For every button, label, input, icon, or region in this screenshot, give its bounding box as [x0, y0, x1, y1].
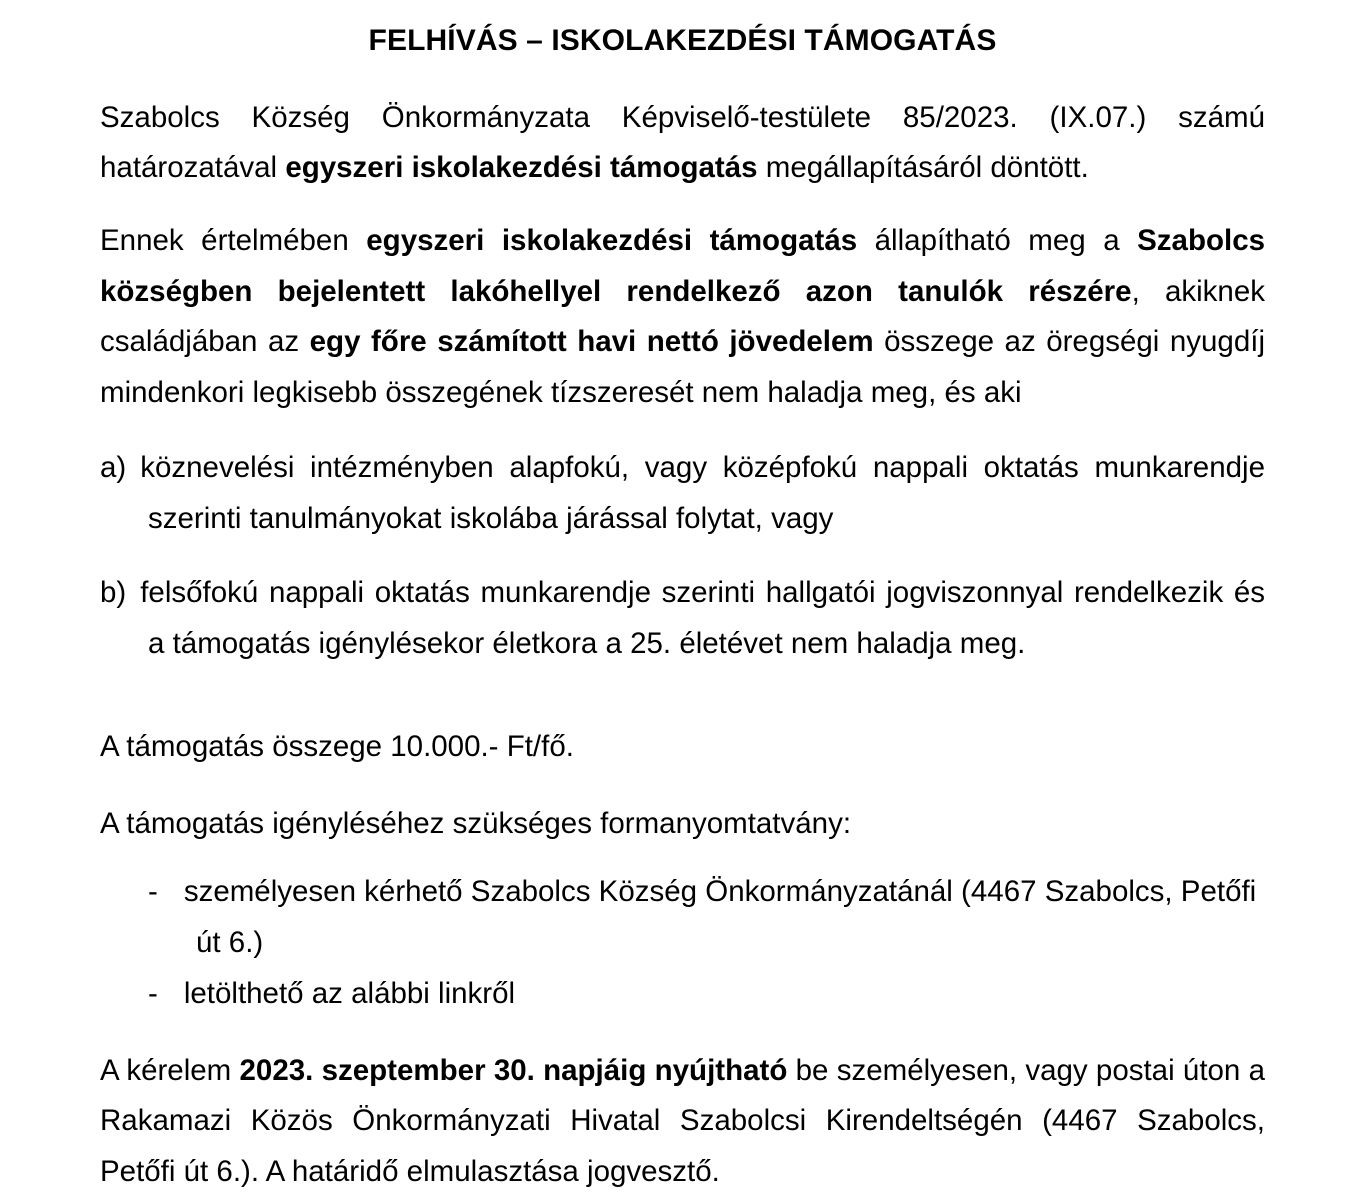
list-item-text-b: felsőfokú nappali oktatás munkarendje szerinti hallgatói jogviszonnyal rendelkezik és a támogatás igénylésekor életkora a 25. életévet nem haladja meg. [140, 576, 1265, 661]
document-body [0, 93, 1354, 1198]
dash-item-text-2: letölthető az alábbi linkről [183, 976, 516, 1010]
paragraph-eligibility-bold-1: egyszeri iskolakezdési támogatás [366, 223, 858, 257]
paragraph-decision [100, 93, 1265, 194]
spacer-before-amount [100, 670, 1265, 722]
paragraph-deadline-text-1: A kérelem [100, 1053, 240, 1087]
dash-bullet-list [100, 867, 1265, 1019]
paragraph-eligibility-bold-3: egy főre számított havi nettó jövedelem [309, 325, 874, 359]
paragraph-deadline [100, 1046, 1265, 1198]
paragraph-eligibility-text-3: , akiknek családjában az [100, 274, 1265, 359]
page-title: FELHÍVÁS – ISKOLAKEZDÉSI TÁMOGATÁS [368, 24, 997, 57]
paragraph-eligibility [100, 216, 1265, 419]
list-item [148, 969, 1265, 1020]
list-item-text-a: köznevelési intézményben alapfokú, vagy középfokú nappali oktatás munkarendje szerinti tanulmányokat iskolába járással folytat, vagy [140, 450, 1265, 535]
paragraph-deadline-text-2: be személyesen, vagy postai úton a Rakamazi Közös Önkormányzati Hivatal Szabolcsi Kirendeltségén (4467 Szabolcs, Petőfi út 6.). A határidő elmulasztása jogvesztő. [100, 1053, 1265, 1188]
paragraph-eligibility-text-1: Ennek értelmében [100, 223, 367, 257]
paragraph-amount: A támogatás összege 10.000.- Ft/fő. [100, 729, 574, 763]
paragraph-deadline-bold-1: 2023. szeptember 30. napjáig nyújtható [239, 1053, 788, 1087]
spacer-paragraph-1 [100, 194, 1265, 216]
paragraph-decision-text-1: Szabolcs Község Önkormányzata Képviselő-testülete 85/2023. (IX.07.) számú határozatával [100, 100, 1265, 185]
list-item [100, 568, 1265, 669]
paragraph-eligibility-bold-2: Szabolcs községben bejelentett lakóhellyel rendelkező azon tanulók részére [100, 223, 1266, 308]
list-item-marker-a: a) [100, 450, 127, 484]
paragraph-decision-bold-1: egyszeri iskolakezdési támogatás [285, 151, 758, 185]
spacer-after-title [0, 60, 1354, 93]
paragraph-eligibility-text-4: összege az öregségi nyugdíj mindenkori legkisebb összegének tízszeresét nem haladja meg, és aki [100, 325, 1265, 410]
paragraph-decision-text-2: megállapításáról döntött. [757, 151, 1089, 185]
spacer-before-form [100, 773, 1265, 799]
list-item [100, 443, 1265, 544]
dash-marker: - [148, 976, 158, 1010]
dash-marker: - [148, 875, 158, 909]
spacer-between-list-items [100, 544, 1265, 568]
spacer-before-dash-list [100, 849, 1265, 867]
paragraph-eligibility-text-2: állapítható meg a [857, 223, 1138, 257]
list-item-marker-b: b) [100, 576, 127, 610]
spacer-before-list [100, 419, 1265, 443]
paragraph-form-requirement: A támogatás igényléséhez szükséges formanyomtatvány: [100, 806, 852, 840]
dash-item-text-1: személyesen kérhető Szabolcs Község Önkormányzatánál (4467 Szabolcs, Petőfi út 6.) [183, 875, 1257, 960]
spacer-before-deadline [100, 1020, 1265, 1046]
list-item [148, 867, 1265, 968]
